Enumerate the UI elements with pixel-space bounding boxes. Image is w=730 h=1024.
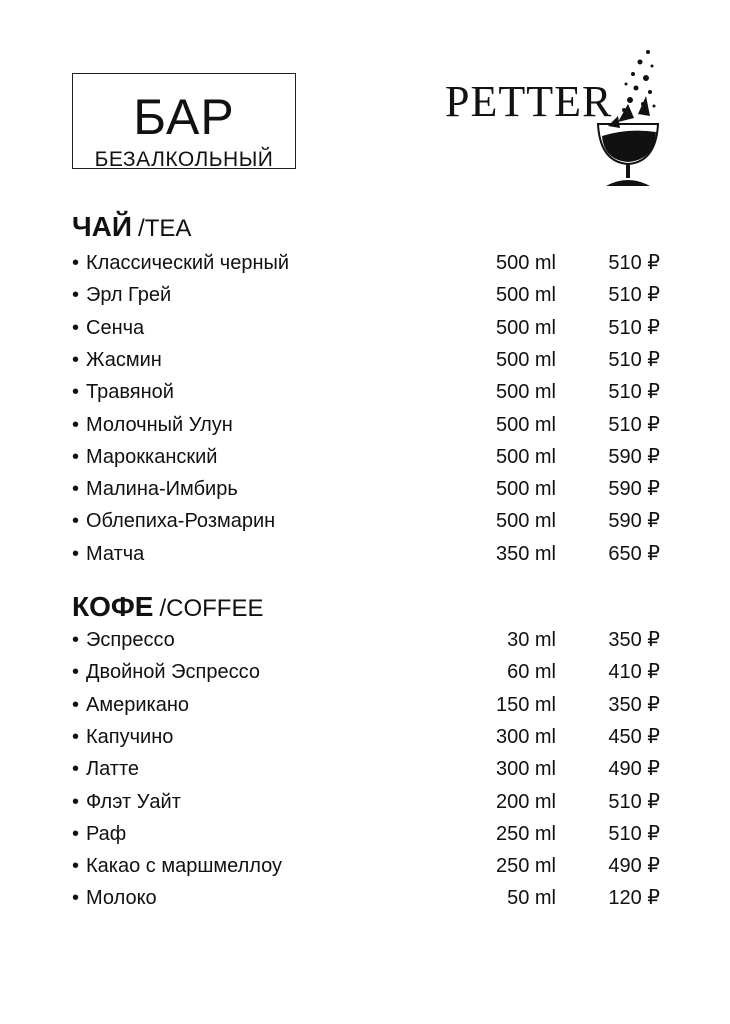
item-name: Эспрессо (86, 625, 179, 655)
bullet: • (72, 693, 80, 716)
item-volume: 30 ml (501, 625, 556, 655)
bullet: • (72, 661, 80, 684)
menu-item (72, 506, 660, 536)
item-volume: 500 ml (490, 474, 556, 504)
section-title-ru: ЧАЙ (72, 211, 133, 242)
menu-item (72, 248, 660, 278)
item-name: Капучино (86, 722, 177, 752)
item-volume: 500 ml (490, 345, 556, 375)
item-price: 510 ₽ (608, 381, 660, 404)
item-name: Раф (86, 819, 130, 849)
menu-item (72, 313, 660, 343)
item-name: Сенча (86, 313, 148, 343)
section-title-ru: КОФЕ (72, 591, 154, 622)
item-volume: 500 ml (490, 506, 556, 536)
item-volume: 300 ml (490, 754, 556, 784)
item-volume: 500 ml (490, 442, 556, 472)
menu-item (72, 657, 660, 687)
item-volume: 500 ml (490, 377, 556, 407)
item-name: Марокканский (86, 442, 221, 472)
item-price: 350 ₽ (608, 693, 660, 716)
menu-item (72, 377, 660, 407)
menu-item (72, 787, 660, 817)
bullet: • (72, 887, 80, 910)
item-name: Латте (86, 754, 143, 784)
item-name: Флэт Уайт (86, 787, 185, 817)
item-volume: 500 ml (490, 313, 556, 343)
bullet: • (72, 348, 80, 371)
item-name: Жасмин (86, 345, 166, 375)
item-volume: 350 ml (490, 539, 556, 569)
item-volume: 150 ml (490, 690, 556, 720)
item-name: Травяной (86, 377, 178, 407)
item-price: 590 ₽ (608, 445, 660, 468)
menu-item (72, 690, 660, 720)
menu-item (72, 410, 660, 440)
menu-title-box (72, 73, 296, 169)
bullet: • (72, 542, 80, 565)
item-price: 120 ₽ (608, 887, 660, 910)
menu-item (72, 539, 660, 569)
bullet: • (72, 445, 80, 468)
item-volume: 500 ml (490, 248, 556, 278)
bullet: • (72, 725, 80, 748)
item-volume: 50 ml (501, 883, 556, 913)
item-name: Облепиха-Розмарин (86, 506, 279, 536)
menu-item (72, 442, 660, 472)
item-price: 510 ₽ (608, 413, 660, 436)
menu-item (72, 345, 660, 375)
item-price: 410 ₽ (608, 661, 660, 684)
bullet: • (72, 284, 80, 307)
item-name: Двойной Эспрессо (86, 657, 264, 687)
item-name: Молоко (86, 883, 161, 913)
section-title-coffee (72, 593, 263, 621)
bullet: • (72, 316, 80, 339)
item-price: 510 ₽ (608, 790, 660, 813)
item-price: 490 ₽ (608, 758, 660, 781)
dot-leader (86, 326, 544, 330)
bullet: • (72, 381, 80, 404)
item-name: Какао с маршмеллоу (86, 851, 286, 881)
item-price: 450 ₽ (608, 725, 660, 748)
item-price: 490 ₽ (608, 855, 660, 878)
item-price: 350 ₽ (608, 629, 660, 651)
bullet: • (72, 758, 80, 781)
logo-text: PETTER (445, 77, 613, 126)
item-volume: 60 ml (501, 657, 556, 687)
section-title-en: /COFFEE (159, 595, 264, 622)
item-price: 510 ₽ (608, 822, 660, 845)
menu-item (72, 754, 660, 784)
item-name: Американо (86, 690, 193, 720)
menu-item (72, 722, 660, 752)
bullet: • (72, 629, 80, 651)
item-name: Матча (86, 539, 148, 569)
item-volume: 250 ml (490, 819, 556, 849)
dot-leader (86, 832, 544, 836)
item-price: 510 ₽ (608, 252, 660, 274)
item-price: 590 ₽ (608, 478, 660, 501)
bullet: • (72, 510, 80, 533)
item-name: Молочный Улун (86, 410, 237, 440)
bullet: • (72, 790, 80, 813)
menu-item (72, 474, 660, 504)
menu-item (72, 851, 660, 881)
item-name: Классический черный (86, 248, 293, 278)
bullet: • (72, 252, 80, 274)
menu-item (72, 883, 660, 913)
item-price: 590 ₽ (608, 510, 660, 533)
item-name: Малина-Имбирь (86, 474, 242, 504)
menu-item (72, 625, 660, 655)
item-volume: 250 ml (490, 851, 556, 881)
item-volume: 200 ml (490, 787, 556, 817)
bullet: • (72, 478, 80, 501)
menu-item (72, 280, 660, 310)
item-price: 510 ₽ (608, 284, 660, 307)
item-volume: 300 ml (490, 722, 556, 752)
wine-glass-splash-icon (588, 44, 668, 189)
bullet: • (72, 855, 80, 878)
item-name: Эрл Грей (86, 280, 175, 310)
menu-subtitle: БЕЗАЛКОЛЬНЫЙ (94, 148, 274, 171)
item-volume: 500 ml (490, 280, 556, 310)
section-title-en: /TEA (138, 215, 192, 242)
item-volume: 500 ml (490, 410, 556, 440)
petter-logo (440, 44, 670, 189)
menu-title: БАР (133, 89, 235, 145)
item-price: 510 ₽ (608, 348, 660, 371)
item-price: 650 ₽ (608, 542, 660, 565)
dot-leader (86, 767, 544, 771)
menu-item (72, 819, 660, 849)
dot-leader (86, 552, 544, 556)
section-title-tea (72, 213, 191, 241)
item-price: 510 ₽ (608, 316, 660, 339)
bullet: • (72, 822, 80, 845)
bullet: • (72, 413, 80, 436)
